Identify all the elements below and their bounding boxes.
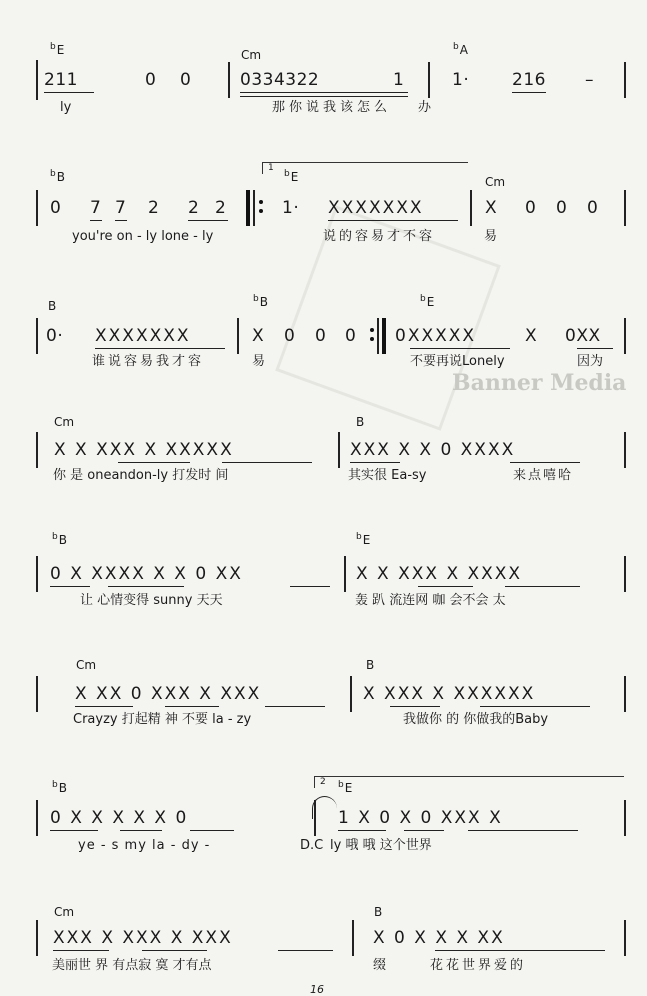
lyric: 花花世界爱的 <box>430 958 527 973</box>
beam <box>435 950 605 951</box>
beam <box>188 220 228 221</box>
notes: 0 <box>556 198 568 218</box>
beam <box>53 950 109 951</box>
notes: 0 <box>315 326 327 346</box>
notes: 7 <box>90 198 102 218</box>
lyric: ly <box>60 100 72 115</box>
volta-bracket <box>314 776 624 777</box>
barline <box>624 62 626 98</box>
beam <box>190 830 234 831</box>
lyric: 其实很 Ea-sy <box>348 468 427 483</box>
barline <box>228 62 230 98</box>
lyric: 缀 <box>373 958 387 973</box>
lyric: 办 <box>418 100 432 115</box>
lyric: 来点嘻哈 <box>513 468 574 483</box>
barline <box>352 920 354 956</box>
barline <box>314 800 316 836</box>
beam <box>44 92 94 93</box>
notes: – <box>585 70 594 90</box>
barline <box>624 556 626 592</box>
beam <box>95 348 225 349</box>
notes: X <box>485 198 498 218</box>
notes: 0 <box>50 198 62 218</box>
barline <box>36 800 38 836</box>
beam <box>222 462 312 463</box>
beam <box>338 830 386 831</box>
notes: X 0 X X X XX <box>373 928 505 948</box>
volta-bracket <box>314 776 315 788</box>
lyric: 说的容易才不容 <box>323 229 436 244</box>
barline <box>624 800 626 836</box>
barline <box>350 676 352 712</box>
beam <box>265 706 325 707</box>
beam <box>418 586 473 587</box>
notes: 0 <box>345 326 357 346</box>
chord-label: $^b$B <box>52 532 67 547</box>
lyric: 让 心情变得 sunny 天天 <box>80 593 223 608</box>
lyric: 你 是 oneandon-ly 打发时 间 <box>53 468 229 483</box>
notes: X XXX X XXXXXX <box>363 684 536 704</box>
beam <box>75 706 133 707</box>
beam <box>468 830 578 831</box>
chord-label: B <box>356 415 365 429</box>
barline <box>36 60 38 100</box>
beam <box>50 830 98 831</box>
beam <box>108 586 184 587</box>
chord-label: $^b$A <box>453 42 468 57</box>
chord-label: $^b$E <box>356 532 371 547</box>
lyric: 轰 趴 流连网 咖 会不会 太 <box>355 593 506 608</box>
lyric: 因为 <box>577 354 604 369</box>
barline <box>624 432 626 468</box>
beam <box>118 462 190 463</box>
notes: 0 X XXXX X X 0 XX <box>50 564 243 584</box>
notes: 0 <box>525 198 537 218</box>
barline <box>36 318 38 354</box>
beam <box>278 950 333 951</box>
barline <box>624 190 626 226</box>
beam <box>120 830 162 831</box>
beam <box>480 706 590 707</box>
barline <box>624 920 626 956</box>
notes: 7 <box>115 198 127 218</box>
beam <box>115 220 127 221</box>
chord-label: Cm <box>54 905 75 919</box>
chord-label: $^b$E <box>284 169 299 184</box>
beam <box>328 220 458 221</box>
volta-bracket <box>262 162 263 174</box>
notes: 216 <box>512 70 546 90</box>
barline <box>624 318 626 354</box>
repeat-end-barline <box>382 318 386 354</box>
repeat-end-barline <box>377 318 379 354</box>
notes: 0 <box>284 326 296 346</box>
lyric: Crayzy 打起精 神 不要 la - zy <box>73 712 252 727</box>
chord-label: Cm <box>76 658 97 672</box>
barline <box>428 62 430 98</box>
notes: XXX X XXX X XXX <box>53 928 233 948</box>
lyric: 美丽世 界 有点寂 寞 才有点 <box>52 958 212 973</box>
lyric: 不要再说Lonely <box>410 354 505 369</box>
notes: X <box>252 326 265 346</box>
lyric: 谁说容易我才容 <box>92 354 205 369</box>
lyric: 易 <box>484 229 498 244</box>
barline <box>36 190 38 226</box>
chord-label: B <box>48 299 57 313</box>
barline <box>36 556 38 592</box>
lyric: D.C <box>300 838 324 853</box>
repeat-start-barline <box>253 190 255 226</box>
notes: 1· <box>452 70 470 90</box>
chord-label: $^b$B <box>253 294 268 309</box>
chord-label: B <box>366 658 375 672</box>
notes: X <box>525 326 538 346</box>
notes: 0XXXXX <box>395 326 477 346</box>
beam <box>90 220 102 221</box>
watermark-text: Banner Media <box>452 370 627 396</box>
beam <box>290 586 330 587</box>
notes: 0XX <box>565 326 601 346</box>
lyric: 我做你 的 你做我的Baby <box>403 712 549 727</box>
lyric: 那你说我该怎么 <box>272 100 392 115</box>
beam <box>404 830 444 831</box>
notes: 0 <box>180 70 192 90</box>
volta-number: 2 <box>320 777 326 787</box>
volta-bracket <box>262 162 468 163</box>
beam <box>240 96 408 97</box>
notes: X X XXX X XXXX <box>356 564 523 584</box>
notes: X X XXX X XXXXX <box>54 440 234 460</box>
chord-label: B <box>374 905 383 919</box>
notes: 1· <box>282 198 300 218</box>
lyric: ye - s my la - dy - <box>78 838 211 853</box>
chord-label: Cm <box>54 415 75 429</box>
barline <box>36 432 38 468</box>
beam <box>577 348 613 349</box>
beam <box>410 348 510 349</box>
chord-label: $^b$B <box>50 169 65 184</box>
chord-label: $^b$E <box>420 294 435 309</box>
chord-label: $^b$E <box>338 780 353 795</box>
beam <box>240 92 408 93</box>
beam <box>390 706 440 707</box>
chord-label: Cm <box>241 48 262 62</box>
notes: 0 <box>145 70 157 90</box>
barline <box>338 432 340 468</box>
chord-label: $^b$E <box>50 42 65 57</box>
lyric: you're on - ly lone - ly <box>72 229 214 244</box>
beam <box>50 586 90 587</box>
barline <box>624 676 626 712</box>
notes: 0 X X X X X 0 <box>50 808 189 828</box>
volta-number: 1 <box>268 163 274 173</box>
notes: 2 <box>215 198 227 218</box>
lyric: 易 <box>252 354 266 369</box>
notes: 0334322 <box>240 70 320 90</box>
notes: 211 <box>44 70 78 90</box>
barline <box>470 190 472 226</box>
barline <box>237 318 239 354</box>
beam <box>165 706 219 707</box>
notes: X XX 0 XXX X XXX <box>75 684 262 704</box>
chord-label: $^b$B <box>52 780 67 795</box>
notes: 0 <box>587 198 599 218</box>
barline <box>36 676 38 712</box>
notes: 0· <box>46 326 64 346</box>
notes: XXXXXXX <box>328 198 424 218</box>
beam <box>510 462 580 463</box>
beam <box>512 92 546 93</box>
barline <box>36 920 38 956</box>
barline <box>344 556 346 592</box>
notes: 1 <box>393 70 405 90</box>
tie-arc <box>312 796 337 819</box>
notes: 2 <box>148 198 160 218</box>
beam <box>350 462 400 463</box>
lyric: ly 哦 哦 这个世界 <box>330 838 432 853</box>
notes: 2 <box>188 198 200 218</box>
repeat-start-barline <box>246 190 250 226</box>
notes: XXXXXXX <box>95 326 191 346</box>
notes: XXX X X 0 XXXX <box>350 440 516 460</box>
beam <box>505 586 580 587</box>
beam <box>142 950 207 951</box>
chord-label: Cm <box>485 175 506 189</box>
page-number: 16 <box>310 983 324 996</box>
notes: 1 X 0 X 0 XXX X <box>338 808 503 828</box>
